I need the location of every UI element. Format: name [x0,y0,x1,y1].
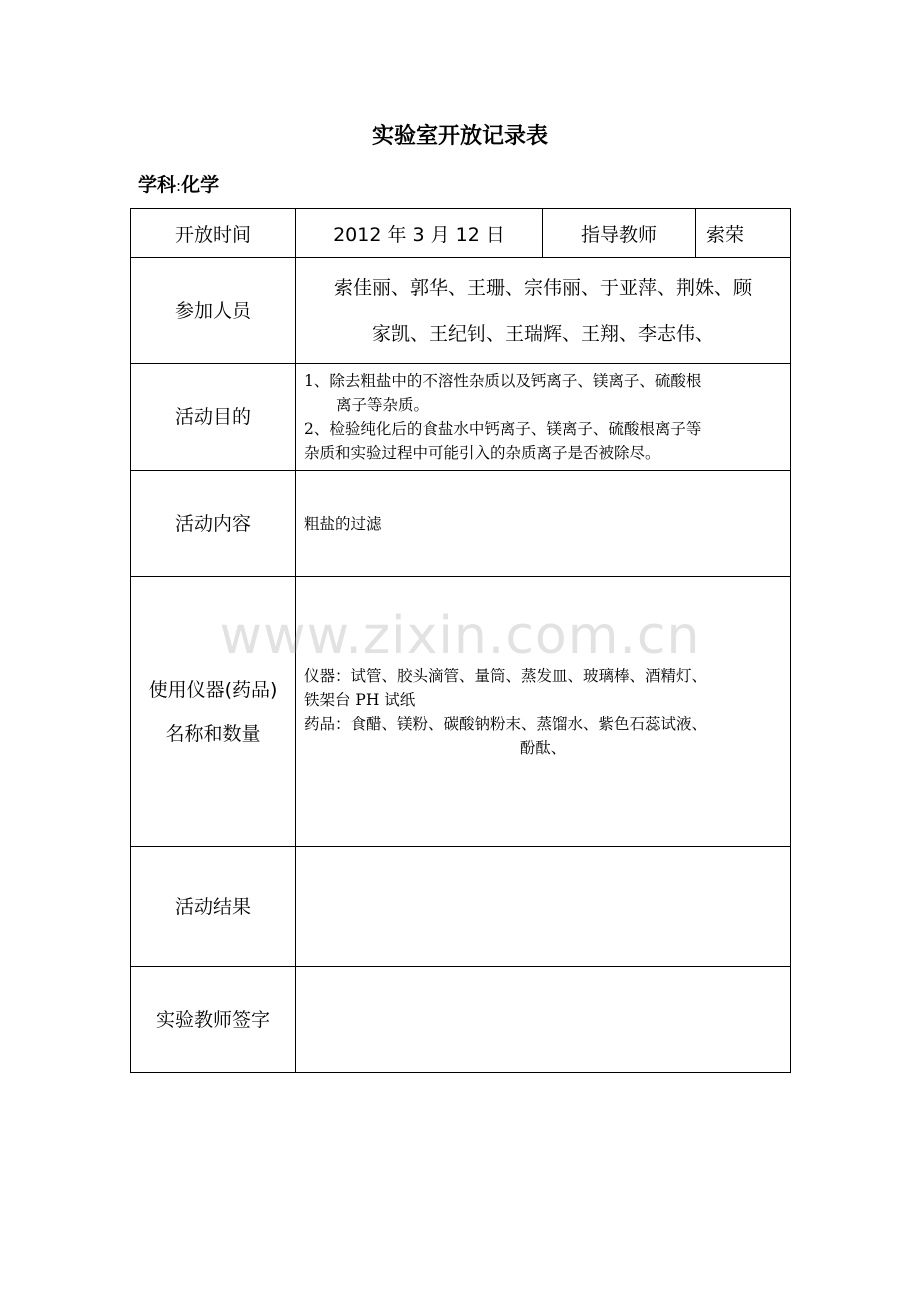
equipment-line-1: 仪器：试管、胶头滴管、量筒、蒸发皿、玻璃棒、酒精灯、 [304,666,708,685]
equipment-value [296,577,791,847]
subject-value: 化学 [181,174,220,196]
purpose-line-1: 1、除去粗盐中的不溶性杂质以及钙离子、镁离子、硫酸根 [304,372,702,390]
signature-value [296,967,791,1073]
participants-row [131,258,791,364]
subject-colon: : [176,177,182,195]
time-row [131,209,791,258]
participants-line-1: 索佳丽、郭华、王珊、宗伟丽、于亚萍、荆姝、顾 [333,276,752,299]
subject-label: 学科 [138,174,177,196]
result-row [131,847,791,967]
equipment-line-4: 酚酞、 [519,738,567,757]
signature-row [131,967,791,1073]
time-label: 开放时间 [131,209,296,258]
purpose-line-2: 离子等杂质。 [336,396,430,414]
content-label: 活动内容 [131,471,296,577]
record-table [130,208,791,1073]
result-label: 活动结果 [131,847,296,967]
equipment-row [131,577,791,847]
purpose-line-3: 2、检验纯化后的食盐水中钙离子、镁离子、硫酸根离子等 [304,420,702,438]
time-value: 2012 年 3 月 12 日 [296,209,543,258]
watermark: www.zixin.com.cn [219,606,701,666]
equipment-line-2: 铁架台 PH 试纸 [304,690,416,709]
equipment-label [131,577,296,847]
content-value: 粗盐的过滤 [296,471,791,577]
signature-label: 实验教师签字 [131,967,296,1073]
equipment-label-line-1: 使用仪器(药品) [148,678,278,701]
teacher-label: 指导教师 [543,209,696,258]
purpose-line-4: 杂质和实验过程中可能引入的杂质离子是否被除尽。 [304,444,661,462]
equipment-label-line-2: 名称和数量 [165,722,261,745]
purpose-value [296,364,791,471]
participants-label: 参加人员 [131,258,296,364]
document-title: 实验室开放记录表 [371,124,548,149]
result-value [296,847,791,967]
participants-line-2: 家凯、王纪钊、王瑞辉、王翔、李志伟、 [371,322,714,345]
teacher-value: 索荣 [696,209,791,258]
subject-line [138,170,219,201]
purpose-row [131,364,791,471]
participants-value [296,258,791,364]
purpose-label: 活动目的 [131,364,296,471]
equipment-line-3: 药品：食醋、镁粉、碳酸钠粉末、蒸馏水、紫色石蕊试液、 [304,714,708,733]
content-row [131,471,791,577]
